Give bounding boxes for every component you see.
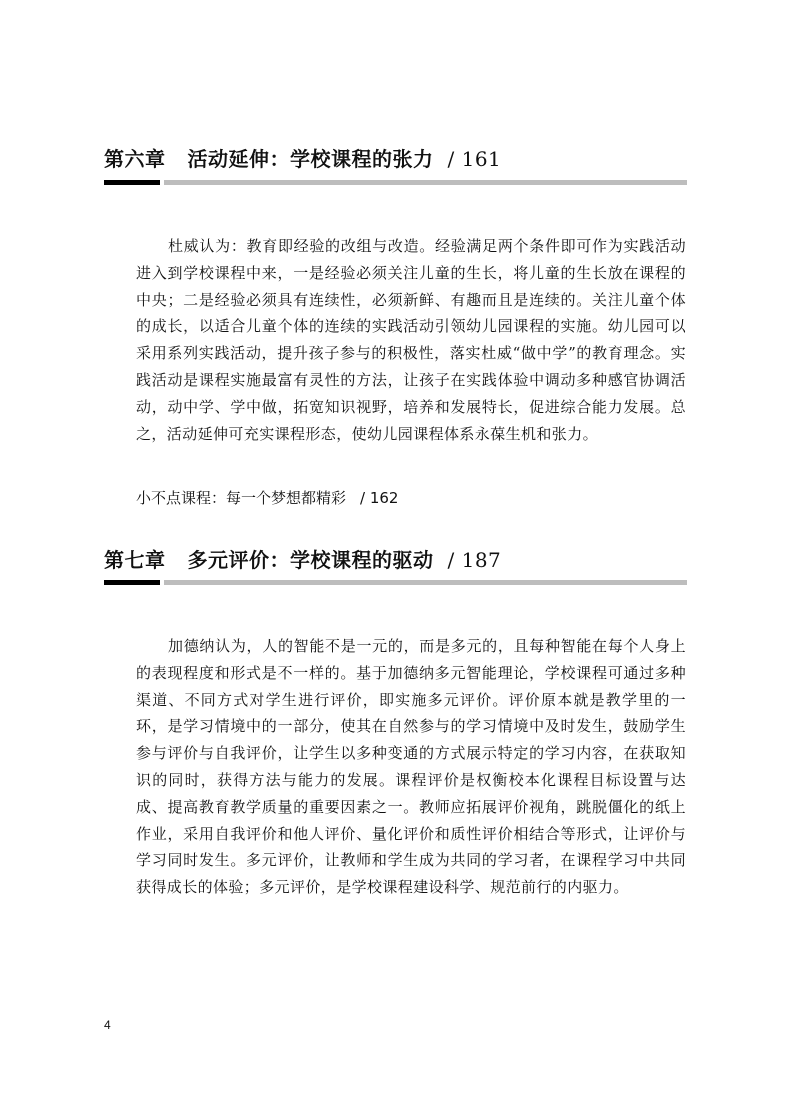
rule-line	[164, 580, 687, 585]
chapter-6-sub-entry	[136, 488, 398, 508]
chapter-7-number: 第七章	[104, 548, 166, 572]
chapter-6-rule	[104, 180, 687, 185]
chapter-7-page: / 187	[447, 548, 502, 572]
chapter-6-summary: 杜威认为：教育即经验的改组与改造。经验满足两个条件即可作为实践活动进入到学校课程中来，一是经验必须关注儿童的生长，将儿童的生长放在课程的中央；二是经验必须具有连续性，必须新鲜、有趣而且是连续的。关注儿童个体的成长，以适合儿童个体的连续的实践活动引领幼儿园课程的实施。幼儿园可以采用系列实践活动，提升孩子参与的积极性，落实杜威“做中学”的教育理念。实践活动是课程实施最富有灵性的方法，让孩子在实践体验中调动多种感官协调活动，动中学、学中做，拓宽知识视野，培养和发展特长，促进综合能力发展。总之，活动延伸可充实课程形态，使幼儿园课程体系永葆生机和张力。	[136, 237, 686, 443]
chapter-6-title: 活动延伸：学校课程的张力	[187, 147, 434, 171]
chapter-7-rule	[104, 580, 687, 585]
page-number: 4	[104, 1018, 111, 1032]
chapter-7-heading	[104, 548, 501, 572]
rule-accent	[104, 580, 160, 585]
chapter-6-heading	[104, 147, 501, 171]
sub-entry-page: / 162	[360, 489, 399, 507]
chapter-7-title: 多元评价：学校课程的驱动	[187, 548, 434, 572]
rule-accent	[104, 180, 160, 185]
sub-entry-title: 小不点课程：每一个梦想都精彩	[136, 489, 347, 507]
chapter-7-summary: 加德纳认为，人的智能不是一元的，而是多元的，且每种智能在每个人身上的表现程度和形式是不一样的。基于加德纳多元智能理论，学校课程可通过多种渠道、不同方式对学生进行评价，即实施多元评价。评价原本就是教学里的一环，是学习情境中的一部分，使其在自然参与的学习情境中及时发生，鼓励学生参与评价与自我评价，让学生以多种变通的方式展示特定的学习内容，在获取知识的同时，获得方法与能力的发展。课程评价是权衡校本化课程目标设置与达成、提高教育教学质量的重要因素之一。教师应拓展评价视角，跳脱僵化的纸上作业，采用自我评价和他人评价、量化评价和质性评价相结合等形式，让评价与学习同时发生。多元评价，让教师和学生成为共同的学习者，在课程学习中共同获得成长的体验；多元评价，是学校课程建设科学、规范前行的内驱力。	[136, 637, 686, 897]
chapter-6-number: 第六章	[104, 147, 166, 171]
chapter-6-page: / 161	[447, 147, 502, 171]
rule-line	[164, 180, 687, 185]
